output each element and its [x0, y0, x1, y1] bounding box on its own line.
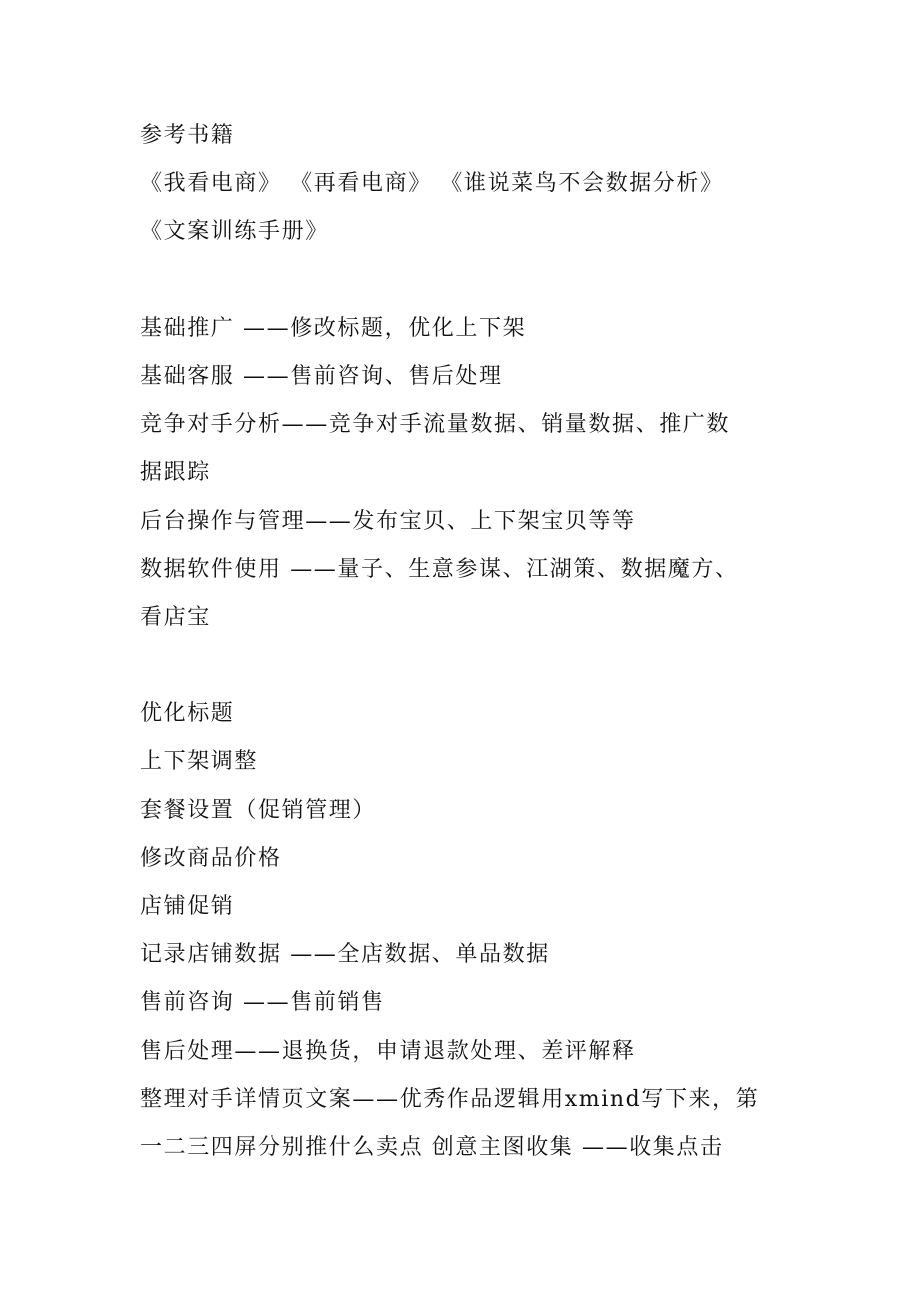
text-line: 后台操作与管理——发布宝贝、上下架宝贝等等: [140, 508, 636, 534]
paragraph-gap: [140, 257, 790, 305]
section-heading: 参考书籍: [140, 123, 235, 148]
basic-skills-section: [140, 305, 790, 642]
text-line: 售前咨询 ——售前销售: [140, 990, 385, 1016]
text-line: 售后处理——退换货，申请退款处理、差评解释: [140, 1038, 636, 1064]
text-line: 店铺促销: [140, 894, 235, 919]
text-line: 整理对手详情页文案——优秀作品逻辑用xmind写下来，第: [140, 1086, 760, 1112]
text-line: 基础客服 ——售前咨询、售后处理: [140, 363, 503, 389]
text-line: 基础推广 ——修改标题，优化上下架: [140, 315, 527, 341]
paragraph-gap: [140, 642, 790, 690]
text-line: 《文案训练手册》: [140, 219, 329, 245]
text-line: 《我看电商》 《再看电商》 《谁说菜鸟不会数据分析》: [140, 171, 724, 197]
text-line: 数据软件使用 ——量子、生意参谋、江湖策、数据魔方、: [140, 556, 739, 582]
text-line: 优化标题: [140, 701, 235, 727]
reference-books-section: [140, 112, 790, 257]
text-line: 一二三四屏分别推什么卖点 创意主图收集 ——收集点击: [140, 1134, 724, 1160]
text-line: 看店宝: [140, 604, 211, 630]
text-line: 据跟踪: [140, 460, 211, 486]
text-line: 上下架调整: [140, 749, 259, 775]
text-line: 记录店铺数据 ——全店数据、单品数据: [140, 942, 550, 968]
task-list-section: [140, 690, 790, 1172]
text-line: 修改商品价格: [140, 845, 282, 871]
document-body: [140, 112, 790, 1172]
text-line: 竞争对手分析——竞争对手流量数据、销量数据、推广数: [140, 412, 731, 438]
text-line: 套餐设置（促销管理）: [140, 797, 377, 823]
